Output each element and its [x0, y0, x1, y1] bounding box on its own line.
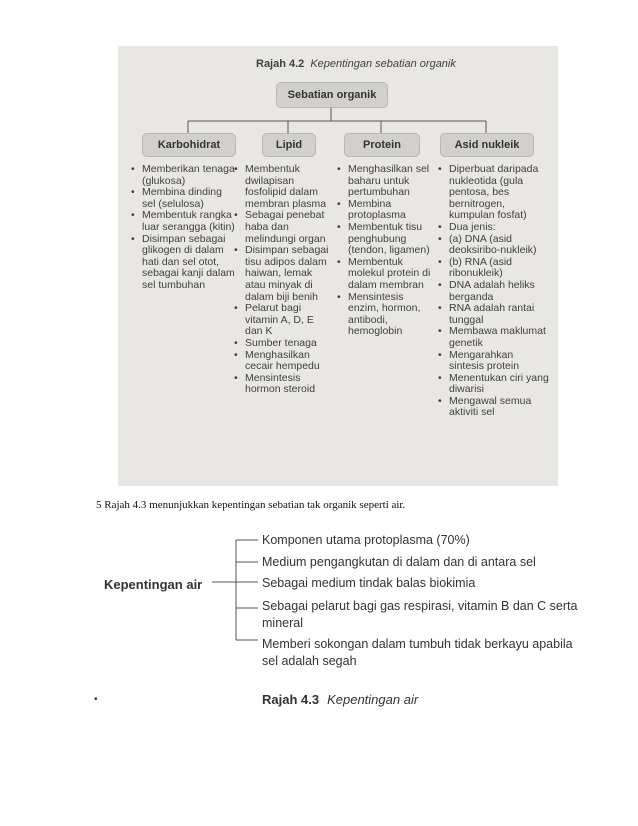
list-item: • Disimpan sebagai tisu adipos dalam haiwan, lemak atau minyak di dalam biji benih: [234, 245, 332, 303]
list-item: • Menentukan ciri yang diwarisi: [438, 373, 550, 396]
list-item: • Membentuk dwilapisan fosfolipid dalam membran plasma: [234, 164, 332, 210]
list-item: • Disimpan sebagai glikogen di dalam hati dan sel otot, sebagai kanji dalam sel tumbuhan: [131, 234, 235, 292]
category-protein: Protein: [344, 133, 420, 157]
column-karbohidrat: [131, 164, 235, 292]
list-item: • Mengawal semua aktiviti sel: [438, 396, 550, 419]
figure-4-3-number: Rajah 4.3: [262, 692, 320, 707]
list-item: • DNA adalah heliks berganda: [438, 280, 550, 303]
category-asid-nukleik: Asid nukleik: [440, 133, 534, 157]
list-item: • Menghasilkan sel baharu untuk pertumbuhan: [337, 164, 433, 199]
list-item: • Menghasilkan cecair hempedu: [234, 350, 332, 373]
figure-4-2-number: Rajah 4.2: [256, 58, 305, 70]
rna-type: (b) RNA (asid ribonukleik): [449, 255, 513, 280]
figure-4-3-title: [262, 692, 418, 707]
water-item: Sebagai pelarut bagi gas respirasi, vitamin B dan C serta mineral: [262, 599, 578, 630]
column-protein: [337, 164, 433, 338]
column-asid-nukleik: [438, 164, 550, 419]
list-item: • Membina protoplasma: [337, 199, 433, 222]
dna-type: (a) DNA (asid deoksiribo-nukleik): [449, 232, 537, 257]
category-lipid: Lipid: [262, 133, 316, 157]
root-node: Sebatian organik: [276, 82, 388, 108]
list-item: • Mensintesis hormon steroid: [234, 373, 332, 396]
water-root-label: Kepentingan air: [104, 577, 203, 592]
list-item: • Membentuk tisu penghubung (tendon, ligamen): [337, 222, 433, 257]
category-karbohidrat: Karbohidrat: [142, 133, 236, 157]
stray-mark: •: [94, 694, 98, 705]
water-item: Sebagai medium tindak balas biokimia: [262, 576, 476, 590]
water-item: Komponen utama protoplasma (70%): [262, 533, 470, 547]
list-item: • Diperbuat daripada nukleotida (gula pentosa, bes bernitrogen, kumpulan fosfat): [438, 164, 550, 222]
list-item: • Sebagai penebat haba dan melindungi organ: [234, 210, 332, 245]
list-item: • Membina dinding sel (selulosa): [131, 187, 235, 210]
list-item: • Sumber tenaga: [234, 338, 332, 350]
list-item: • Mensintesis enzim, hormon, antibodi, hemoglobin: [337, 292, 433, 338]
list-item: • Membentuk rangka luar serangga (kitin): [131, 210, 235, 233]
list-item: • Membentuk molekul protein di dalam membran: [337, 257, 433, 292]
figure-4-3-text: Kepentingan air: [327, 692, 419, 707]
list-subitem: [438, 257, 550, 280]
list-item: • Dua jenis:: [438, 222, 550, 234]
list-item: • Memberikan tenaga (glukosa): [131, 164, 235, 187]
water-item: Medium pengangkutan di dalam dan di antara sel: [262, 555, 536, 569]
column-lipid: [234, 164, 332, 396]
list-subitem: [438, 234, 550, 257]
figure-4-2-text: Kepentingan sebatian organik: [310, 58, 456, 70]
list-item: • RNA adalah rantai tunggal: [438, 303, 550, 326]
list-item: • Membawa maklumat genetik: [438, 326, 550, 349]
list-item: • Mengarahkan sintesis protein: [438, 350, 550, 373]
water-item: Memberi sokongan dalam tumbuh tidak berkayu apabila sel adalah segah: [262, 637, 573, 668]
list-item: • Pelarut bagi vitamin A, D, E dan K: [234, 303, 332, 338]
caption-text: 5 Rajah 4.3 menunjukkan kepentingan sebatian tak organik seperti air.: [96, 499, 406, 511]
